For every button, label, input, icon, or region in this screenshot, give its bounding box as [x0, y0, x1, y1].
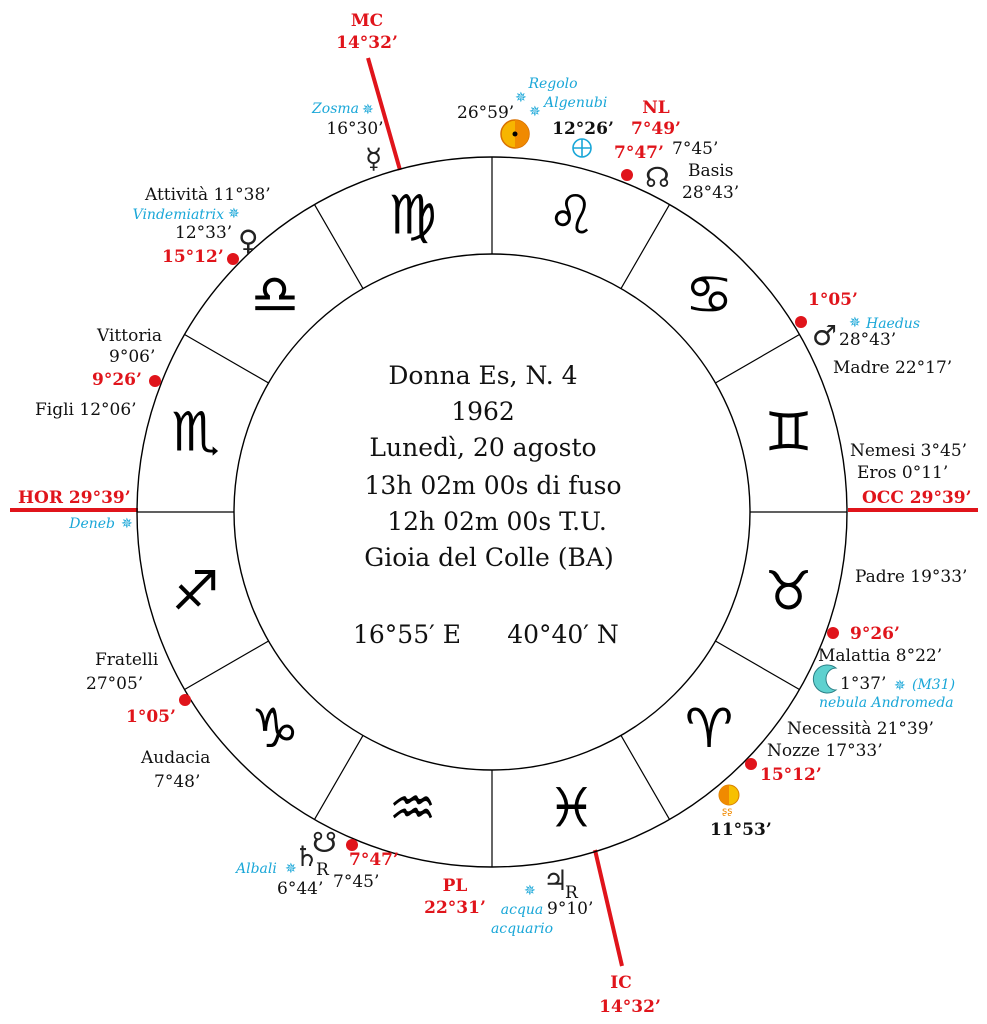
south-node-degree: 7°45’	[333, 872, 380, 892]
south-node-icon: ☋	[312, 826, 337, 859]
zodiac-sign-glyph: ♒	[388, 776, 437, 840]
fratelli-label: Fratelli	[95, 650, 159, 670]
zodiac-sign-glyph: ♉	[764, 559, 813, 623]
cusp-dot	[621, 169, 633, 181]
sign-divider	[185, 641, 269, 690]
star-icon: ✵	[849, 315, 861, 331]
ic-label: IC	[610, 973, 632, 993]
zodiac-sign-glyph: ♍	[388, 183, 437, 247]
cusp-1-05-bottom: 1°05’	[126, 707, 176, 727]
star-icon: ✵	[121, 516, 133, 532]
sign-divider	[715, 335, 799, 384]
north-node-label: NL	[642, 98, 670, 118]
fortune-degree: 11°53’	[710, 820, 772, 840]
center-date: Lunedì, 20 agosto	[369, 433, 597, 462]
north-node-degree: 7°49’	[631, 119, 681, 139]
cusp-dot	[179, 694, 191, 706]
eros-label: Eros 0°11’	[857, 463, 949, 483]
saturn-icon: ♄	[294, 840, 320, 873]
earth-degree: 12°26’	[552, 119, 614, 139]
sign-divider	[715, 641, 799, 690]
center-local-time: 13h 02m 00s di fuso	[364, 471, 622, 500]
jupiter-icon: ♃	[543, 864, 569, 897]
star-icon: ✵	[362, 102, 374, 118]
cusp-1-05-top: 1°05’	[808, 290, 858, 310]
moon-degree: 1°37’	[840, 674, 887, 694]
acquario-label: acquario	[490, 921, 554, 937]
saturn-degree: 6°44’	[277, 879, 324, 899]
attivita-label: Attività 11°38’	[145, 185, 271, 205]
sign-divider	[315, 205, 364, 289]
m31-label: (M31)	[912, 677, 956, 693]
audacia-degree: 7°48’	[154, 772, 201, 792]
haedus-label: Haedus	[866, 316, 921, 332]
acqua-label: acqua	[500, 902, 544, 918]
star-icon: ✵	[524, 883, 536, 899]
cusp-dot	[827, 627, 839, 639]
cusp-dot	[795, 316, 807, 328]
malattia-label: Malattia 8°22’	[818, 646, 943, 666]
sun-degree: 26°59’	[457, 103, 515, 123]
ic-degree: 14°32’	[599, 997, 661, 1017]
sign-divider	[185, 335, 269, 384]
zodiac-sign-glyph: ♋	[684, 262, 734, 326]
vittoria-label: Vittoria	[97, 326, 163, 346]
venus-icon: ♀	[238, 224, 259, 257]
cusp-15-12-bottom: 15°12’	[760, 765, 822, 785]
pl-degree: 22°31’	[424, 898, 486, 918]
zodiac-sign-glyph: ♏	[171, 400, 220, 464]
zodiac-sign-glyph: ♈	[684, 697, 734, 761]
mc-label: MC	[350, 11, 384, 31]
venus-degree: 12°33’	[175, 223, 233, 243]
zodiac-sign-glyph: ♎	[250, 262, 300, 326]
nemesi-label: Nemesi 3°45’	[850, 441, 968, 461]
zodiac-sign-glyph: ♌	[547, 183, 596, 247]
audacia-label: Audacia	[141, 748, 211, 768]
basis-label: Basis	[688, 161, 734, 181]
vindemiatrix-label: Vindemiatrix	[132, 207, 224, 223]
necessita-label: Necessità 21°39’	[787, 719, 934, 739]
cusp-9-26-left: 9°26’	[92, 370, 142, 390]
zodiac-sign-glyph: ♑	[250, 697, 300, 761]
star-icon: ✵	[515, 90, 527, 106]
pl-label: PL	[442, 876, 468, 896]
center-longitude: 16°55′ E	[353, 620, 461, 649]
mars-icon: ♂	[812, 319, 838, 352]
sign-divider	[315, 735, 364, 819]
zosma-label: Zosma	[312, 101, 359, 117]
star-icon: ✵	[894, 678, 906, 694]
hor-label: HOR 29°39’	[18, 488, 131, 508]
cusp-7-47-top: 7°47’	[614, 143, 664, 163]
jupiter-retro: R	[565, 883, 578, 903]
regolo-label: Regolo	[528, 76, 578, 92]
center-latitude: 40°40′ N	[507, 620, 619, 649]
sign-divider	[621, 205, 670, 289]
cusp-9-26-right: 9°26’	[850, 624, 900, 644]
cusp-15-12-top: 15°12’	[162, 247, 224, 267]
north-node-icon: ☊	[645, 161, 670, 194]
star-icon: ✵	[529, 104, 541, 120]
zodiac-sign-glyph: ♓	[547, 776, 596, 840]
cusp-dot	[149, 375, 161, 387]
padre-label: Padre 19°33’	[855, 567, 968, 587]
moon-icon	[813, 665, 836, 693]
north-node-degree2: 7°45’	[672, 139, 719, 159]
cusp-7-47-bottom: 7°47’	[349, 850, 399, 870]
earth-icon	[573, 139, 591, 157]
center-year: 1962	[451, 397, 515, 426]
mars-degree: 28°43’	[839, 330, 897, 350]
mc-degree: 14°32’	[336, 33, 398, 53]
nozze-label: Nozze 17°33’	[767, 741, 883, 761]
fratelli-degree: 27°05’	[86, 674, 144, 694]
madre-label: Madre 22°17’	[833, 358, 953, 378]
andromeda-label: nebula Andromeda	[819, 695, 954, 711]
center-name: Donna Es, N. 4	[388, 361, 578, 390]
ic-axis-line	[595, 850, 622, 966]
fortune-icon	[719, 785, 739, 817]
center-place: Gioia del Colle (BA)	[364, 543, 614, 572]
vittoria-degree: 9°06’	[109, 347, 156, 367]
mercury-icon: ☿	[365, 142, 383, 175]
deneb-label: Deneb	[69, 516, 115, 532]
star-icon: ✵	[228, 206, 240, 222]
jupiter-degree: 9°10’	[547, 899, 594, 919]
algenubi-label: Algenubi	[544, 95, 608, 111]
albali-label: Albali	[236, 861, 277, 877]
cusp-dot	[745, 758, 757, 770]
sign-divider	[621, 735, 670, 819]
basis-degree: 28°43’	[682, 183, 740, 203]
svg-text:ʂʂ: ʂʂ	[722, 806, 733, 817]
zodiac-sign-glyph: ♊	[764, 400, 813, 464]
figli-label: Figli 12°06’	[35, 400, 137, 420]
mercury-degree: 16°30’	[326, 119, 384, 139]
zodiac-sign-glyph: ♐	[171, 559, 220, 623]
center-ut-time: 12h 02m 00s T.U.	[387, 507, 607, 536]
occ-label: OCC 29°39’	[862, 488, 972, 508]
saturn-retro: R	[316, 860, 329, 880]
star-icon: ✵	[285, 861, 297, 877]
sun-icon	[501, 120, 529, 148]
